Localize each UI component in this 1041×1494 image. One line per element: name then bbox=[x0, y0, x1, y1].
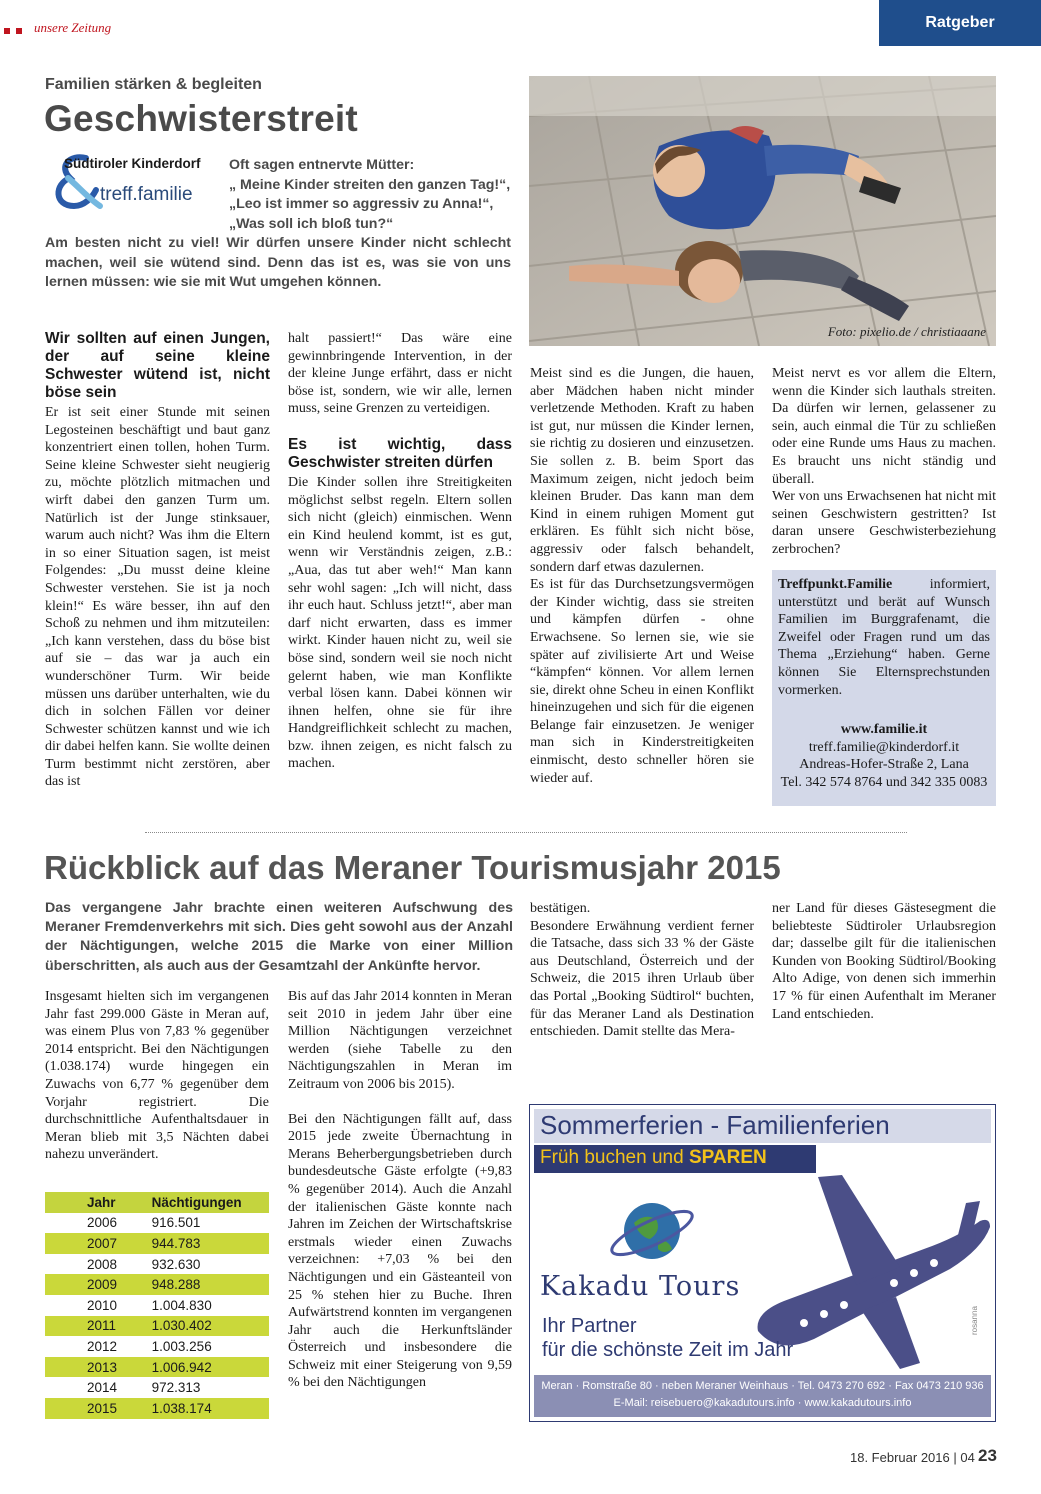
ad-tagline-1: Ihr Partner bbox=[542, 1315, 637, 1337]
kakadu-ad[interactable] bbox=[529, 1104, 996, 1422]
table-cell: 948.288 bbox=[136, 1274, 269, 1295]
table-row bbox=[45, 1295, 269, 1316]
page-number: 23 bbox=[978, 1446, 997, 1465]
article2-lead: Das vergangene Jahr brachte einen weiteren Aufschwung des Meraner Fremdenverkehrs mit sich. Dies geht sowohl aus der Anzahl der Nächtigungen, welche 2015 die Marke von einer Million überschritten, als auch aus der Gesamtzahl der Ankünfte hervor. bbox=[45, 900, 513, 974]
article2-paragraph: ner Land für dieses Gästesegment die beliebteste Südtiroler Urlaubsregion dar; dasselbe gilt für die italienischen Kunden von Booking Südtirol/Booking Alto Adige, von denen sich immerhin 17 % für einen Aufenthalt im Meraner Land entschieden. bbox=[772, 901, 996, 1022]
ad-footer-line2[interactable]: E-Mail: reisebuero@kakadutours.info · www.kakadutours.info bbox=[613, 1397, 912, 1409]
ad-tagline-2: für die schönste Zeit im Jahr bbox=[542, 1339, 794, 1361]
photo-credit: Foto: pixelio.de / christiaaane bbox=[827, 324, 986, 339]
article1-paragraph: Wer von uns Erwachsenen hat nicht mit seinen Geschwistern gestritten? Ist daran unsere Geschwisterbeziehung zerbrochen? bbox=[772, 489, 996, 557]
table-cell: 932.630 bbox=[151, 1256, 201, 1272]
ad-subtitle-a: Früh buchen und bbox=[540, 1147, 689, 1168]
table-cell: 1.030.402 bbox=[136, 1316, 269, 1337]
table-cell: 944.783 bbox=[136, 1233, 269, 1254]
table-cell: 2007 bbox=[45, 1233, 136, 1254]
table-cell: 1.004.830 bbox=[151, 1297, 212, 1313]
article2-title: Rückblick auf das Meraner Tourismusjahr 2015 bbox=[44, 849, 781, 886]
article1-paragraph: Meist sind es die Jungen, die hauen, aber Mädchen haben nicht minder verletzende Methoden. Kraft zu haben ist gut, nur müssen die Kinder lernen, sie richtig zu dosieren und einzusetzen. Sie sollen z. B. beim Sport das Maximum zeigen, nicht jedoch beim kleinen Bruder. Das kann man dem Kind in einem ruhigen Moment gut erklären. Es fühlt sich nicht böse, aggressiv oder falsch behandelt, sondern darf etwas dazulernen. bbox=[530, 366, 754, 575]
article2-paragraph: Besondere Erwähnung verdient ferner die Tatsache, dass sich 33 % der Gäste aus Deutschland, Österreich und der Schweiz, die 2015 ihren Urlaub über das Portal „Booking Südtirol“ buchten, für das Meraner Land als Destination entschieden. Damit stellte das Mera- bbox=[530, 918, 754, 1040]
article1-column-2 bbox=[288, 330, 512, 773]
kinderdorf-logo bbox=[48, 152, 216, 214]
ad-brand: Kakadu Tours bbox=[540, 1271, 741, 1302]
article2-column-2 bbox=[288, 988, 512, 1392]
brand-name: unsere Zeitung bbox=[34, 20, 112, 35]
article-divider bbox=[145, 832, 907, 833]
section-tab bbox=[879, 0, 1041, 46]
table-row bbox=[45, 1254, 269, 1275]
infobox-phone: Tel. 342 574 8764 und 342 335 0083 bbox=[780, 774, 988, 790]
table-cell: 2014 bbox=[87, 1380, 118, 1396]
logo-line1: Südtiroler Kinderdorf bbox=[64, 156, 201, 171]
article1-paragraph: Es ist für das Durchsetzungsvermögen der Kinder wichtig, dass sie streiten und kämpfen dürfen - ohne Erwachsene. So lernen sie, wie sie später auf zivilisierte Art und Weise “kämpfen“ können. Vor allem lernen sie, direkt ohne Scheu in einen Konflikt hineinzugehen und sich für die eigenen Belange fair einzusetzen. Je weniger man sich in Kinderstreitigkeiten einmischt, desto schneller hören sie wieder auf. bbox=[530, 577, 754, 786]
article2-paragraph: Bei den Nächtigungen fällt auf, dass 2015 jede zweite Übernachtung in Merans Beherbergungsbetrieben durch bundesdeutsche Gäste erfolgte (+9,83 % gegenüber 2014). Auch die Anzahl der italienischen Gäste konnte nach Jahren im Zeichen der Wirtschaftskrise erstmals wieder einen Zuwachs verzeichnen: +7,03 % bei den Nächtigungen und ein Gästeanteil von 25 % stehen hier zu Buche. Ihren Aufwärtstrend konnten im vergangenen Jahr auch die Herkunftsländer Österreich und insbesondere die Schweiz mit einer Steigerung von 9,59 % bei den Nächtigungen bbox=[288, 1111, 512, 1391]
table-row bbox=[45, 1274, 269, 1295]
article1-paragraph: Er ist seit einer Stunde mit seinen Legosteinen beschäftigt und baut ganz konzentriert einen tollen, hohen Turm. Seine kleine Schwester sieht neugierig zu, möchte plötzlich mitmachen und wirft dabei den ganzen Turm um. Natürlich ist der Junge stinksauer, warum auch nicht? Was ihm die Eltern in so einer Situation sagen, ist meist Folgendes: „Du musst deine kleine Schwester verstehen. Sie ist ja noch klein!“ Es wäre besser, ihn auf den Schoß zu nehmen und ihm mitzuteilen: „Ich kann verstehen, dass du böse bist auf sie – das war ja auch ein wunderschöner Turm. Wir beide müssen uns darüber unterhalten, wie du dich in solchen Fällen vor deiner Schwester schützen kannst und wie ich dir dabei helfen kann. Sie wollte deinen Turm bestimmt nicht zerstören, aber das ist bbox=[45, 405, 270, 790]
table-row bbox=[45, 1336, 269, 1357]
masthead bbox=[0, 0, 1041, 48]
article1-kicker: Familien stärken & begleiten bbox=[45, 76, 262, 93]
table-cell: 916.501 bbox=[151, 1215, 201, 1231]
table-cell: 2011 bbox=[45, 1316, 136, 1337]
article2-column-4 bbox=[772, 900, 996, 1023]
ad-title: Sommerferien - Familienferien bbox=[540, 1110, 890, 1140]
ad-subtitle-b: SPAREN bbox=[688, 1147, 767, 1168]
table-cell: 1.038.174 bbox=[136, 1398, 269, 1419]
intro-line: „Was soll ich bloß tun?“ bbox=[229, 215, 394, 232]
table-cell: 2012 bbox=[87, 1338, 118, 1354]
stats-table bbox=[45, 1192, 269, 1419]
logo-line2: treff.familie bbox=[100, 184, 193, 205]
table-header: Nächtigungen bbox=[136, 1192, 269, 1213]
table-row bbox=[45, 1213, 269, 1234]
intro-line: Oft sagen entnervte Mütter: bbox=[229, 157, 415, 173]
brand-squares bbox=[4, 28, 24, 35]
article1-column-4 bbox=[772, 365, 996, 559]
section-label: Ratgeber bbox=[925, 14, 995, 31]
article1-title: Geschwisterstreit bbox=[44, 98, 358, 139]
article1-subhead-2: Es ist wichtig, dass Geschwister streiten dürfen bbox=[288, 435, 512, 471]
kids-wrestling-photo bbox=[529, 76, 996, 346]
table-cell: 2013 bbox=[45, 1357, 136, 1378]
infobox-brand: Treffpunkt.Familie bbox=[778, 577, 893, 592]
ad-side-mark: rosanna bbox=[970, 1306, 979, 1335]
footer-date: 18. Februar 2016 | 04 bbox=[850, 1450, 975, 1465]
article1-column-3 bbox=[530, 365, 754, 787]
table-cell: 2009 bbox=[45, 1274, 136, 1295]
article2-paragraph: Insgesamt hielten sich im vergangenen Jahr fast 299.000 Gäste in Meran auf, was einem Plus von 7,83 % gegenüber 2014 entspricht. Bei den Nächtigungen (1.038.174) wurde hingegen ein Zuwachs von 6,77 % gegenüber dem Vorjahr registriert. Die durchschnittliche Aufenthaltsdauer in Meran blieb mit 3,5 Nächten dabei nahezu unverändert. bbox=[45, 989, 269, 1163]
infobox-body: informiert, unterstützt und berät auf Wunsch Familien im Burggrafenamt, die Zweifel oder Fragen rund um das Thema „Erziehung“ haben. Gerne können Sie Elternsprechstunden vormerken. bbox=[778, 577, 990, 698]
infobox-email[interactable]: treff.familie@kinderdorf.it bbox=[808, 739, 960, 755]
intro-line: „Leo ist immer so aggressiv zu Anna!“, bbox=[229, 196, 494, 212]
table-row bbox=[45, 1398, 269, 1419]
intro-quotes bbox=[229, 156, 519, 234]
ad-footer bbox=[534, 1375, 991, 1417]
table-row bbox=[45, 1316, 269, 1337]
table-cell: 2006 bbox=[87, 1215, 118, 1231]
table-row bbox=[45, 1233, 269, 1254]
table-cell: 1.006.942 bbox=[136, 1357, 269, 1378]
article1-paragraph: halt passiert!“ Das wäre eine gewinnbringende Intervention, in der der kleine Junge erfährt, dass er nicht böse ist, sondern, wie wir alle, lernen muss, seine Grenzen zu verteidigen. bbox=[288, 331, 512, 417]
article2-column-1 bbox=[45, 988, 269, 1164]
table-cell: 2015 bbox=[45, 1398, 136, 1419]
table-cell: 2008 bbox=[87, 1256, 118, 1272]
article1-paragraph: Die Kinder sollen ihre Streitigkeiten möglichst selbst regeln. Eltern sollen sich nicht (gleich) einmischen. Wenn ein Kind heulend kommt, ist es gut, wenn wir Verständnis zeigen, z.B.: „Aua, das tut aber weh!“ Man kann sehr wohl sagen: „Ich will nicht, dass ihr euch haut. Schluss jetzt!“, aber man darf nicht erwarten, dass es immer wirkt. Kinder hauen nicht zu, weil sie böse sind, sondern weil sie noch nicht gelernt haben, wie man Konflikte verbal lösen kann. Dabei können wir ihnen helfen, ohne sie für ihre Handgreiflichkeit schlecht zu machen, bzw. ihnen zeigen, es nicht falsch zu machen. bbox=[288, 474, 512, 772]
infobox-address: Andreas-Hofer-Straße 2, Lana bbox=[799, 757, 969, 773]
infobox-text bbox=[778, 576, 990, 699]
article2-paragraph: bestätigen. bbox=[530, 901, 591, 916]
article2-paragraph: Bis auf das Jahr 2014 konnten in Meran seit 2010 in jedem Jahr über eine Million Nächtigungen verzeichnet werden (siehe Tabelle zu den Nächtigungszahlen in Meran im Zeitraum von 2006 bis 2015). bbox=[288, 989, 512, 1092]
article1-paragraph: Meist nervt es vor allem die Eltern, wenn die Kinder sich lauthals streiten. Da dürfen wir lernen, gelassener zu sein, auch einmal die Tür zu schließen oder eine Runde ums Haus zu machen. Es braucht uns nicht ständig und überall. bbox=[772, 366, 996, 487]
table-cell: 2010 bbox=[87, 1297, 118, 1313]
table-row bbox=[45, 1377, 269, 1398]
table-header: Jahr bbox=[45, 1192, 136, 1213]
globe-icon bbox=[604, 1183, 700, 1279]
article1-column-1 bbox=[45, 330, 270, 791]
table-cell: 1.003.256 bbox=[151, 1338, 212, 1354]
article1-subhead-1: Wir sollten auf einen Jungen, der auf seine kleine Schwester wütend ist, nicht böse sein bbox=[45, 330, 270, 401]
ad-subtitle bbox=[540, 1147, 767, 1169]
intro-line: „ Meine Kinder streiten den ganzen Tag!“, bbox=[229, 176, 511, 193]
table-cell: 972.313 bbox=[151, 1380, 201, 1396]
article1-photo bbox=[529, 76, 996, 346]
article2-column-3 bbox=[530, 900, 754, 1041]
ad-footer-line1: Meran · Romstraße 80 · neben Meraner Weinhaus · Tel. 0473 270 692 · Fax 0473 210 936 bbox=[541, 1380, 984, 1392]
table-row bbox=[45, 1357, 269, 1378]
infobox-web[interactable]: www.familie.it bbox=[840, 722, 928, 738]
article1-lead: Am besten nicht zu viel! Wir dürfen unsere Kinder nicht schlecht machen, weil sie wütend sind. Denn das ist es, was sie von uns lernen müssen: wie sie mit Wut umgehen können. bbox=[45, 235, 511, 290]
infobox-contact bbox=[778, 721, 990, 791]
infobox bbox=[772, 570, 996, 806]
